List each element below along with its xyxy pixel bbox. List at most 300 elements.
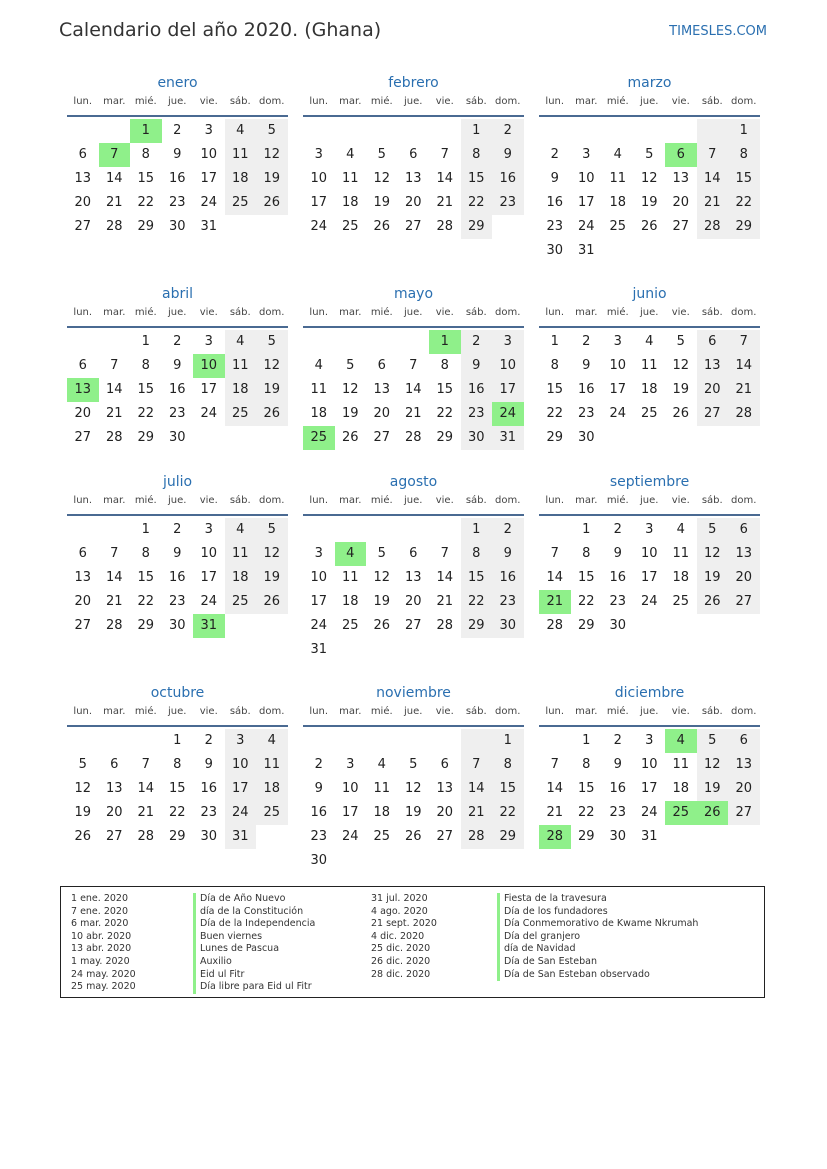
weekend-day: 19	[697, 777, 729, 801]
weekday-label: jue.	[640, 495, 659, 506]
weekend-day: 9	[461, 354, 493, 378]
weekday-label: dom.	[495, 495, 521, 506]
day-cell: 27	[404, 618, 422, 633]
weekday-label: dom.	[259, 96, 285, 107]
day-cell: 8	[141, 546, 150, 561]
month-febrero	[303, 73, 524, 239]
month-name: agosto	[389, 474, 438, 490]
day-cell: 18	[609, 195, 627, 210]
day-cell: 1	[141, 334, 150, 349]
day-cell: 24	[200, 594, 218, 609]
day-cell: 5	[676, 334, 685, 349]
legend-holiday-name: día de Navidad	[497, 943, 698, 956]
weekend-day: 2	[461, 330, 493, 354]
day-cell: 2	[314, 757, 323, 772]
brand-link[interactable]: TIMESLES.COM	[669, 24, 767, 39]
day-cell: 13	[436, 781, 454, 796]
day-cell: 13	[404, 171, 422, 186]
weekend-day: 29	[461, 215, 493, 239]
holiday-day: 31	[193, 614, 225, 638]
weekday-label: lun.	[309, 495, 329, 506]
month-diciembre	[539, 683, 760, 849]
weekday-label: dom.	[259, 307, 285, 318]
weekday-label: dom.	[495, 96, 521, 107]
day-cell: 5	[346, 358, 355, 373]
weekend-day: 23	[461, 402, 493, 426]
day-cell: 10	[200, 147, 218, 162]
weekend-day: 27	[728, 590, 760, 614]
weekend-day: 6	[697, 330, 729, 354]
day-cell: 6	[377, 358, 386, 373]
day-cell: 20	[404, 195, 422, 210]
day-cell: 22	[546, 406, 564, 421]
weekday-label: jue.	[168, 495, 187, 506]
weekday-label: vie.	[199, 307, 218, 318]
day-cell: 26	[373, 618, 391, 633]
legend-date: 6 mar. 2020	[71, 918, 129, 930]
weekend-day: 1	[728, 119, 760, 143]
weekday-label: sáb.	[465, 495, 487, 506]
weekday-label: dom.	[259, 706, 285, 717]
weekday-label: vie.	[435, 495, 454, 506]
weekday-label: lun.	[309, 96, 329, 107]
legend-dates-left	[71, 893, 136, 994]
empty-cell	[67, 518, 99, 542]
weekend-day: 18	[225, 378, 257, 402]
day-cell: 6	[110, 757, 119, 772]
weekday-header	[67, 703, 288, 727]
weekend-day: 20	[697, 378, 729, 402]
day-cell: 3	[582, 147, 591, 162]
weekend-day: 21	[728, 378, 760, 402]
weekday-label: mié.	[134, 706, 157, 717]
weekday-label: dom.	[731, 706, 757, 717]
weekend-day: 23	[492, 590, 524, 614]
day-cell: 22	[577, 594, 595, 609]
weekday-label: lun.	[545, 706, 565, 717]
weekday-label: mié.	[370, 96, 393, 107]
weekday-header	[539, 703, 760, 727]
weekday-label: mar.	[103, 706, 126, 717]
weekend-day: 25	[225, 191, 257, 215]
day-cell: 13	[105, 781, 123, 796]
legend-date: 10 abr. 2020	[71, 930, 132, 942]
month-julio	[67, 472, 288, 638]
weekend-day: 20	[728, 566, 760, 590]
weekday-label: vie.	[435, 96, 454, 107]
empty-cell	[429, 119, 461, 143]
weekday-label: mar.	[575, 307, 598, 318]
day-cell: 8	[141, 147, 150, 162]
holiday-day: 21	[539, 590, 571, 614]
day-cell: 7	[110, 546, 119, 561]
day-cell: 16	[168, 171, 186, 186]
weekend-day: 5	[697, 518, 729, 542]
weekend-day: 2	[492, 518, 524, 542]
weekend-day: 5	[256, 518, 288, 542]
day-cell: 31	[640, 829, 658, 844]
day-cell: 25	[640, 406, 658, 421]
weekend-day: 16	[492, 566, 524, 590]
day-cell: 9	[204, 757, 213, 772]
day-cell: 9	[582, 358, 591, 373]
empty-cell	[335, 729, 367, 753]
weekend-day: 26	[256, 402, 288, 426]
weekend-day: 3	[225, 729, 257, 753]
day-cell: 14	[137, 781, 155, 796]
legend-holiday-name: Día de los fundadores	[497, 906, 698, 919]
day-cell: 5	[409, 757, 418, 772]
day-cell: 17	[310, 594, 328, 609]
holiday-day: 10	[193, 354, 225, 378]
day-cell: 30	[200, 829, 218, 844]
day-grid	[303, 518, 524, 662]
weekday-label: mié.	[134, 96, 157, 107]
day-cell: 28	[105, 219, 123, 234]
month-octubre	[67, 683, 288, 849]
month-enero	[67, 73, 288, 239]
month-marzo	[539, 73, 760, 263]
day-cell: 14	[404, 382, 422, 397]
holiday-day: 25	[665, 801, 697, 825]
weekend-day: 8	[461, 143, 493, 167]
day-cell: 2	[613, 733, 622, 748]
day-cell: 14	[546, 781, 564, 796]
empty-cell	[366, 119, 398, 143]
day-cell: 26	[672, 406, 690, 421]
empty-cell	[429, 729, 461, 753]
legend-date: 26 dic. 2020	[371, 955, 431, 967]
day-cell: 28	[137, 829, 155, 844]
empty-cell	[461, 729, 493, 753]
day-cell: 3	[204, 522, 213, 537]
day-cell: 11	[640, 358, 658, 373]
legend-date: 25 may. 2020	[71, 981, 136, 993]
weekday-label: mar.	[575, 706, 598, 717]
weekend-day: 24	[225, 801, 257, 825]
weekend-day: 14	[461, 777, 493, 801]
day-cell: 19	[373, 594, 391, 609]
holiday-day: 13	[67, 378, 99, 402]
day-cell: 2	[173, 334, 182, 349]
day-cell: 13	[373, 382, 391, 397]
weekday-label: vie.	[199, 495, 218, 506]
day-cell: 16	[200, 781, 218, 796]
day-cell: 1	[173, 733, 182, 748]
day-cell: 8	[141, 358, 150, 373]
day-grid	[303, 330, 524, 450]
empty-cell	[539, 119, 571, 143]
weekend-day: 6	[728, 729, 760, 753]
day-cell: 30	[577, 430, 595, 445]
day-cell: 23	[310, 829, 328, 844]
day-cell: 15	[546, 382, 564, 397]
legend-date: 28 dic. 2020	[371, 968, 431, 980]
day-cell: 14	[105, 171, 123, 186]
day-cell: 24	[640, 805, 658, 820]
weekend-day: 9	[492, 542, 524, 566]
empty-cell	[366, 518, 398, 542]
day-cell: 12	[341, 382, 359, 397]
weekend-day: 23	[492, 191, 524, 215]
month-name: diciembre	[614, 685, 685, 701]
weekend-day: 25	[256, 801, 288, 825]
day-cell: 17	[640, 570, 658, 585]
weekend-day: 11	[256, 753, 288, 777]
day-cell: 12	[373, 171, 391, 186]
legend-date: 13 abr. 2020	[71, 943, 132, 955]
month-abril	[67, 284, 288, 450]
day-cell: 3	[613, 334, 622, 349]
weekday-label: sáb.	[701, 495, 723, 506]
day-cell: 27	[436, 829, 454, 844]
weekend-day: 15	[492, 777, 524, 801]
day-cell: 7	[141, 757, 150, 772]
weekend-day: 16	[492, 167, 524, 191]
day-cell: 23	[577, 406, 595, 421]
weekend-day: 28	[697, 215, 729, 239]
holiday-day: 25	[303, 426, 335, 450]
page-title: Calendario del año 2020. (Ghana)	[59, 19, 382, 41]
day-cell: 11	[373, 781, 391, 796]
day-cell: 20	[373, 406, 391, 421]
day-cell: 4	[613, 147, 622, 162]
day-cell: 11	[609, 171, 627, 186]
weekday-label: mié.	[606, 307, 629, 318]
weekday-label: mié.	[134, 495, 157, 506]
day-cell: 15	[137, 171, 155, 186]
day-cell: 22	[137, 406, 155, 421]
empty-cell	[366, 729, 398, 753]
weekday-label: sáb.	[701, 706, 723, 717]
legend-holiday-name: Día Conmemorativo de Kwame Nkrumah	[497, 918, 698, 931]
empty-cell	[67, 729, 99, 753]
day-cell: 12	[640, 171, 658, 186]
weekend-day: 1	[461, 119, 493, 143]
weekend-day: 26	[256, 191, 288, 215]
weekend-day: 10	[225, 753, 257, 777]
day-cell: 4	[346, 147, 355, 162]
day-cell: 29	[577, 829, 595, 844]
legend-holiday-name: Fiesta de la travesura	[497, 893, 698, 906]
day-cell: 10	[310, 171, 328, 186]
day-cell: 18	[310, 406, 328, 421]
day-cell: 7	[440, 147, 449, 162]
weekday-label: jue.	[168, 706, 187, 717]
day-cell: 25	[341, 219, 359, 234]
weekend-day: 21	[461, 801, 493, 825]
day-cell: 16	[310, 805, 328, 820]
day-cell: 9	[173, 546, 182, 561]
day-cell: 1	[582, 522, 591, 537]
day-cell: 5	[377, 147, 386, 162]
month-name: abril	[161, 286, 193, 302]
weekend-day: 19	[256, 167, 288, 191]
day-grid	[539, 330, 760, 450]
day-cell: 11	[341, 171, 359, 186]
legend-holiday-name: día de la Constitución	[193, 906, 315, 919]
day-cell: 24	[200, 195, 218, 210]
day-cell: 14	[436, 570, 454, 585]
empty-cell	[602, 119, 634, 143]
weekday-label: lun.	[73, 706, 93, 717]
day-cell: 24	[200, 406, 218, 421]
day-cell: 18	[672, 781, 690, 796]
day-cell: 2	[613, 522, 622, 537]
day-cell: 17	[200, 382, 218, 397]
day-cell: 15	[436, 382, 454, 397]
day-cell: 7	[110, 358, 119, 373]
day-cell: 25	[341, 618, 359, 633]
weekday-label: lun.	[73, 495, 93, 506]
day-cell: 19	[672, 382, 690, 397]
weekend-day: 11	[225, 542, 257, 566]
weekday-label: mar.	[339, 706, 362, 717]
empty-cell	[634, 119, 666, 143]
holiday-day: 1	[429, 330, 461, 354]
legend-holiday-name: Eid ul Fitr	[193, 969, 315, 982]
day-cell: 13	[74, 171, 92, 186]
day-cell: 15	[168, 781, 186, 796]
day-cell: 3	[204, 334, 213, 349]
weekday-label: sáb.	[229, 96, 251, 107]
legend-names-right	[497, 893, 698, 981]
day-cell: 9	[550, 171, 559, 186]
day-cell: 18	[341, 594, 359, 609]
empty-cell	[99, 330, 131, 354]
day-cell: 3	[645, 522, 654, 537]
legend-holiday-name: Auxilio	[193, 956, 315, 969]
weekday-label: sáb.	[465, 307, 487, 318]
day-cell: 9	[613, 546, 622, 561]
weekday-label: jue.	[168, 96, 187, 107]
weekday-label: vie.	[671, 706, 690, 717]
weekend-day: 15	[461, 167, 493, 191]
weekend-day: 26	[256, 590, 288, 614]
empty-cell	[99, 729, 131, 753]
holiday-day: 28	[539, 825, 571, 849]
weekday-label: vie.	[199, 706, 218, 717]
day-cell: 10	[640, 757, 658, 772]
day-cell: 3	[346, 757, 355, 772]
month-name: enero	[157, 75, 198, 91]
weekend-day: 26	[697, 590, 729, 614]
day-cell: 13	[74, 570, 92, 585]
day-cell: 3	[314, 147, 323, 162]
legend-holiday-name: Día libre para Eid ul Fitr	[193, 981, 315, 994]
weekend-day: 4	[225, 119, 257, 143]
weekend-day: 25	[225, 402, 257, 426]
weekday-header	[539, 93, 760, 117]
day-cell: 17	[609, 382, 627, 397]
weekend-day: 22	[492, 801, 524, 825]
weekday-label: vie.	[435, 706, 454, 717]
day-cell: 21	[105, 594, 123, 609]
day-cell: 4	[377, 757, 386, 772]
month-name: mayo	[393, 286, 434, 302]
weekend-day: 31	[225, 825, 257, 849]
day-cell: 19	[404, 805, 422, 820]
day-cell: 21	[436, 195, 454, 210]
day-cell: 26	[404, 829, 422, 844]
legend-holiday-name: Buen viernes	[193, 931, 315, 944]
day-cell: 19	[640, 195, 658, 210]
day-cell: 5	[377, 546, 386, 561]
day-cell: 8	[582, 546, 591, 561]
month-name: octubre	[150, 685, 205, 701]
day-cell: 28	[404, 430, 422, 445]
legend-date: 7 ene. 2020	[71, 905, 128, 917]
holiday-day: 24	[492, 402, 524, 426]
weekday-label: mar.	[339, 96, 362, 107]
holiday-day: 6	[665, 143, 697, 167]
weekday-label: vie.	[671, 96, 690, 107]
day-cell: 16	[577, 382, 595, 397]
day-cell: 20	[105, 805, 123, 820]
weekday-label: mar.	[103, 307, 126, 318]
day-cell: 2	[173, 522, 182, 537]
day-cell: 28	[436, 219, 454, 234]
weekday-label: mié.	[606, 706, 629, 717]
weekday-label: mar.	[339, 307, 362, 318]
day-cell: 27	[74, 219, 92, 234]
weekend-day: 22	[728, 191, 760, 215]
weekend-day: 28	[728, 402, 760, 426]
empty-cell	[303, 119, 335, 143]
weekend-day: 27	[728, 801, 760, 825]
day-grid	[67, 119, 288, 239]
weekend-day: 16	[461, 378, 493, 402]
day-cell: 3	[645, 733, 654, 748]
weekend-day: 14	[697, 167, 729, 191]
day-cell: 24	[341, 829, 359, 844]
day-cell: 14	[105, 570, 123, 585]
weekend-day: 31	[492, 426, 524, 450]
empty-cell	[67, 330, 99, 354]
weekend-day: 29	[728, 215, 760, 239]
month-mayo	[303, 284, 524, 450]
legend-date: 24 may. 2020	[71, 968, 136, 980]
weekday-label: jue.	[168, 307, 187, 318]
empty-cell	[398, 729, 430, 753]
weekday-label: jue.	[640, 307, 659, 318]
day-cell: 23	[200, 805, 218, 820]
weekend-day: 11	[225, 143, 257, 167]
day-cell: 14	[546, 570, 564, 585]
weekend-day: 12	[697, 542, 729, 566]
day-cell: 30	[168, 430, 186, 445]
day-cell: 16	[546, 195, 564, 210]
day-cell: 11	[672, 546, 690, 561]
weekday-label: dom.	[731, 495, 757, 506]
day-cell: 18	[640, 382, 658, 397]
day-cell: 23	[168, 195, 186, 210]
empty-cell	[99, 518, 131, 542]
day-cell: 24	[310, 618, 328, 633]
day-grid	[67, 518, 288, 638]
day-cell: 29	[436, 430, 454, 445]
month-junio	[539, 284, 760, 450]
day-cell: 16	[609, 781, 627, 796]
day-grid	[303, 729, 524, 873]
day-cell: 10	[609, 358, 627, 373]
day-cell: 23	[168, 406, 186, 421]
weekend-day: 19	[256, 378, 288, 402]
day-cell: 30	[546, 243, 564, 258]
weekday-header	[303, 304, 524, 328]
weekday-label: dom.	[495, 706, 521, 717]
month-name: febrero	[388, 75, 439, 91]
